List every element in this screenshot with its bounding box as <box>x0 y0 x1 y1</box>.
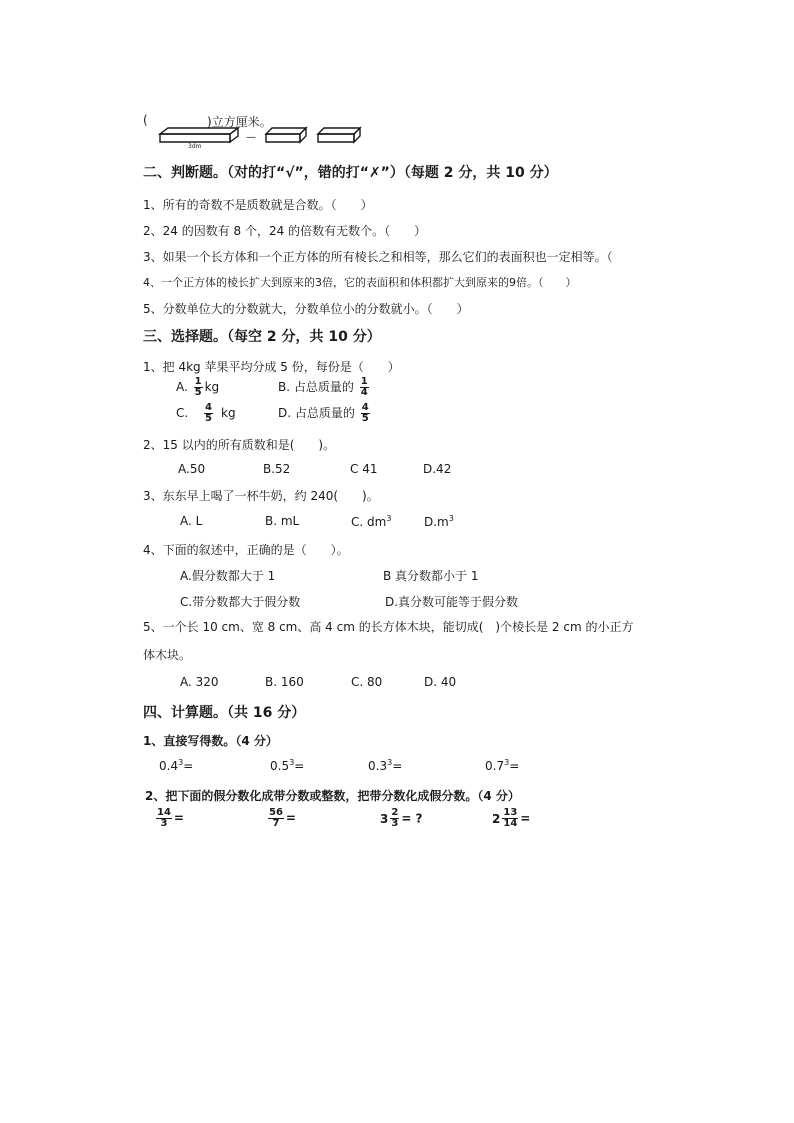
fraction: $\frac{56}{7}$ <box>269 807 283 829</box>
choice-q1-option-a: A. $\frac{1}{5}$ kg <box>176 376 220 398</box>
choice-q5-option-b: B. 160 <box>265 675 304 689</box>
volume-question-suffix <box>207 113 272 130</box>
choice-q4-stem: 4、下面的叙述中，正确的是（ ）。 <box>143 543 349 557</box>
section-judge-title: 二、判断题。（对的打“√”，错的打“✗”）（每题 2 分，共 10 分） <box>143 165 558 181</box>
choice-q4-option-c: C.带分数都大于假分数 <box>180 595 301 609</box>
calc-q2-item-4: 2 $\frac{13}{14}$ = <box>492 807 531 829</box>
calc-q1-item-3: $0.3^3=$ <box>368 758 403 773</box>
choice-q1-option-d: D. 占总质量的 $\frac{4}{5}$ <box>278 402 369 424</box>
mixed-number: 2 $\frac{13}{14}$ <box>492 807 518 829</box>
calc-q1-item-1: $0.4^3=$ <box>159 758 194 773</box>
choice-q5-stem-line1: 5、一个长 10 cm、宽 8 cm、高 4 cm 的长方体木块，能切成( )个棱长是 2 cm 的小正方 <box>143 620 634 634</box>
fraction: $\frac{14}{3}$ <box>157 807 171 829</box>
choice-q5-option-d: D. 40 <box>424 675 457 689</box>
calc-q2-item-1: $\frac{14}{3}$ = <box>157 807 184 829</box>
choice-q3-option-d: $D.m^3$ <box>424 514 454 529</box>
choice-q4-option-d: D.真分数可能等于假分数 <box>385 595 519 609</box>
calc-q2-item-2: $\frac{56}{7}$ = <box>269 807 296 829</box>
section-calc-title: 四、计算题。（共 16 分） <box>143 705 306 721</box>
paren-open: ( <box>143 113 148 127</box>
choice-q4-option-b: B 真分数都小于 1 <box>383 569 479 583</box>
choice-q2-option-d: D.42 <box>423 462 452 476</box>
calc-q1-stem: 1、直接写得数。（4 分） <box>143 734 278 748</box>
mid-cuboid-shape <box>266 128 306 142</box>
choice-q3-option-c: C. $dm^3$ <box>351 514 392 529</box>
choice-q4-option-a: A.假分数都大于 1 <box>180 569 276 583</box>
fraction: $\frac{4}{5}$ <box>361 402 369 424</box>
small-cuboid-shape <box>318 128 360 142</box>
long-cuboid-shape <box>160 128 238 142</box>
judge-item-4: 4、一个正方体的棱长扩大到原来的3倍，它的表面积和体积都扩大到原来的9倍。（ ） <box>143 276 577 289</box>
calc-q1-item-2: $0.5^3=$ <box>270 758 305 773</box>
choice-q5-option-c: C. 80 <box>351 675 383 689</box>
calc-q2-item-3: 3 $\frac{2}{3}$ = ? <box>380 807 423 829</box>
fraction: $\frac{1}{5}$ <box>194 376 202 398</box>
choice-q3-option-b: B. mL <box>265 514 300 528</box>
choice-q2-stem: 2、15 以内的所有质数和是( )。 <box>143 438 336 452</box>
blank-close: ) <box>207 115 212 129</box>
fraction: $\frac{4}{5}$ <box>205 402 212 424</box>
choice-q1-option-c: C. $\frac{4}{5}$ kg <box>176 402 236 424</box>
judge-item-1: 1、所有的奇数不是质数就是合数。（ ） <box>143 198 373 212</box>
choice-q2-option-b: B.52 <box>263 462 291 476</box>
volume-question-line <box>143 113 148 127</box>
calc-q1-item-4: $0.7^3=$ <box>485 758 520 773</box>
choice-q1-option-b: B. 占总质量的 $\frac{1}{4}$ <box>278 376 368 398</box>
choice-q3-option-a: A. L <box>180 514 203 528</box>
choice-q5-option-a: A. 320 <box>180 675 219 689</box>
dim-label: 3dm <box>188 143 202 148</box>
judge-item-3: 3、如果一个长方体和一个正方体的所有棱长之和相等，那么它们的表面积也一定相等。（ <box>143 250 613 264</box>
choice-q3-stem: 3、东东早上喝了一杯牛奶，约 240( )。 <box>143 489 379 503</box>
judge-item-5: 5、分数单位大的分数就大，分数单位小的分数就小。（ ） <box>143 302 469 316</box>
choice-q1-stem: 1、把 4kg 苹果平均分成 5 份，每份是（ ） <box>143 360 400 374</box>
choice-q5-stem-line2: 体木块。 <box>143 648 192 662</box>
mixed-number: 3 $\frac{2}{3}$ <box>380 807 399 829</box>
unit-suffix: 立方厘米。 <box>211 115 272 129</box>
choice-q2-option-c: C 41 <box>350 462 378 476</box>
section-choice-title: 三、选择题。（每空 2 分，共 10 分） <box>143 329 381 345</box>
minus-sign: — <box>246 132 256 143</box>
calc-q2-stem: 2、把下面的假分数化成带分数或整数，把带分数化成假分数。（4 分） <box>145 789 520 803</box>
fraction: $\frac{1}{4}$ <box>360 376 368 398</box>
choice-q2-option-a: A.50 <box>178 462 206 476</box>
judge-item-2: 2、24 的因数有 8 个，24 的倍数有无数个。（ ） <box>143 224 427 238</box>
